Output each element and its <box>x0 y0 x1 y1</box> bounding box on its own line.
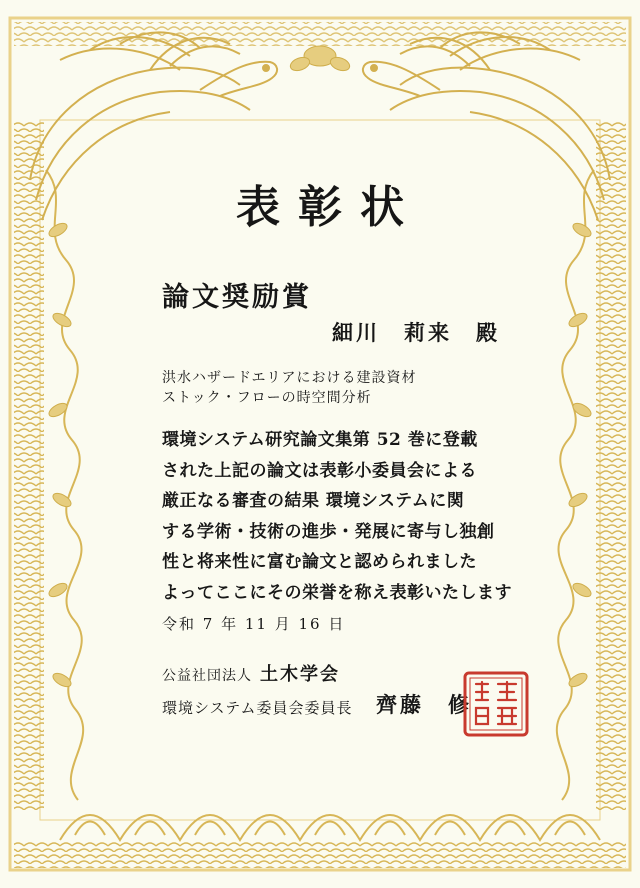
citation-line: された上記の論文は表彰小委員会による <box>162 460 477 481</box>
citation-line: 厳正なる審査の結果 環境システムに関 <box>162 491 465 511</box>
organization-name: 土木学会 <box>260 664 340 685</box>
citation-line: する学術・技術の進歩・発展に寄与し独創 <box>162 521 495 542</box>
paper-title-line: ストック・フローの時空間分析 <box>162 390 372 406</box>
citation-line: 環境システム研究論文集第 52 巻に登載 <box>162 430 478 450</box>
award-date: 令和 7 年 11 月 16 日 <box>162 615 346 633</box>
certificate-title: 表彰状 <box>236 182 422 233</box>
citation-line: 性と将来性に富む論文と認められました <box>162 552 477 572</box>
chair-title: 環境システム委員会委員長 <box>162 699 353 717</box>
citation-text <box>162 425 512 608</box>
award-name: 論文奨励賞 <box>162 282 312 313</box>
official-seal-icon <box>462 670 530 738</box>
citation-line: よってここにその栄誉を称え表彰いたします <box>162 582 512 603</box>
signer-name: 齊藤 修 <box>376 692 472 717</box>
organization <box>162 662 340 689</box>
organization-type: 公益社団法人 <box>162 668 252 684</box>
recipient-name: 細川 莉来 殿 <box>332 320 500 345</box>
paper-title-line: 洪水ハザードエリアにおける建設資材 <box>162 370 417 386</box>
paper-title <box>162 368 416 408</box>
